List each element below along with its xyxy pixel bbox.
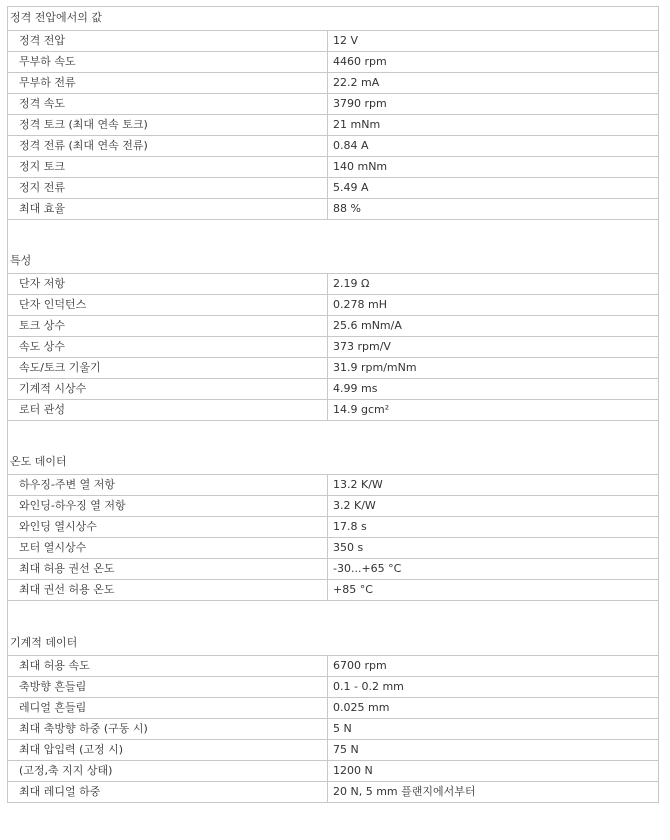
spec-name: 속도/토크 기울기 bbox=[7, 357, 328, 379]
table-row bbox=[7, 156, 659, 178]
spec-name: 토크 상수 bbox=[7, 315, 328, 337]
spec-name: 하우징-주변 열 저항 bbox=[7, 474, 328, 496]
section-title: 정격 전압에서의 값 bbox=[10, 11, 103, 24]
spec-name: 최대 허용 속도 bbox=[7, 655, 328, 677]
spec-name: 최대 압입력 (고정 시) bbox=[7, 739, 328, 761]
spec-name: 모터 열시상수 bbox=[7, 537, 328, 559]
table-row bbox=[7, 474, 659, 496]
spec-name: 최대 효율 bbox=[7, 198, 328, 220]
spec-value: 22.2 mA bbox=[327, 72, 659, 94]
spec-value: 6700 rpm bbox=[327, 655, 659, 677]
spec-value: 4.99 ms bbox=[327, 378, 659, 400]
spec-value: 2.19 Ω bbox=[327, 273, 659, 295]
spec-name: 최대 허용 권선 온도 bbox=[7, 558, 328, 580]
spec-name: 정격 토크 (최대 연속 토크) bbox=[7, 114, 328, 136]
spec-value: 373 rpm/V bbox=[327, 336, 659, 358]
section-header bbox=[7, 600, 659, 656]
spec-name: 축방향 흔들림 bbox=[7, 676, 328, 698]
spec-value: 14.9 gcm² bbox=[327, 399, 659, 421]
table-row bbox=[7, 655, 659, 677]
spec-value: 140 mNm bbox=[327, 156, 659, 178]
spec-name: 정지 전류 bbox=[7, 177, 328, 199]
spec-value: 0.1 - 0.2 mm bbox=[327, 676, 659, 698]
section-header bbox=[7, 420, 659, 475]
spec-value: +85 °C bbox=[327, 579, 659, 601]
section-header bbox=[7, 6, 659, 31]
spec-value: 1200 N bbox=[327, 760, 659, 782]
section-title: 온도 데이터 bbox=[10, 455, 67, 468]
spec-value: 0.025 mm bbox=[327, 697, 659, 719]
table-row bbox=[7, 177, 659, 199]
spec-name: 정격 전압 bbox=[7, 30, 328, 52]
table-row bbox=[7, 336, 659, 358]
spec-value: 17.8 s bbox=[327, 516, 659, 538]
table-row bbox=[7, 399, 659, 421]
spec-value: 4460 rpm bbox=[327, 51, 659, 73]
spec-name: 정격 전류 (최대 연속 전류) bbox=[7, 135, 328, 157]
spec-name: 최대 레디얼 하중 bbox=[7, 781, 328, 803]
spec-value: 3.2 K/W bbox=[327, 495, 659, 517]
spec-name: 기계적 시상수 bbox=[7, 378, 328, 400]
spec-value: 0.278 mH bbox=[327, 294, 659, 316]
spec-table bbox=[7, 6, 659, 802]
spec-name: 로터 관성 bbox=[7, 399, 328, 421]
table-row bbox=[7, 718, 659, 740]
table-row bbox=[7, 739, 659, 761]
spec-value: 350 s bbox=[327, 537, 659, 559]
spec-name: 속도 상수 bbox=[7, 336, 328, 358]
section-header bbox=[7, 219, 659, 274]
spec-value: 25.6 mNm/A bbox=[327, 315, 659, 337]
table-row bbox=[7, 51, 659, 73]
table-row bbox=[7, 676, 659, 698]
table-row bbox=[7, 781, 659, 803]
spec-name: 무부하 전류 bbox=[7, 72, 328, 94]
table-row bbox=[7, 135, 659, 157]
table-row bbox=[7, 315, 659, 337]
table-row bbox=[7, 114, 659, 136]
spec-value: 5 N bbox=[327, 718, 659, 740]
spec-value: 31.9 rpm/mNm bbox=[327, 357, 659, 379]
spec-value: 75 N bbox=[327, 739, 659, 761]
spec-value: 12 V bbox=[327, 30, 659, 52]
table-row bbox=[7, 579, 659, 601]
spec-value: 88 % bbox=[327, 198, 659, 220]
spec-value: 13.2 K/W bbox=[327, 474, 659, 496]
spec-value: 20 N, 5 mm 플랜지에서부터 bbox=[327, 781, 659, 803]
spec-value: -30...+65 °C bbox=[327, 558, 659, 580]
spec-value: 3790 rpm bbox=[327, 93, 659, 115]
spec-value: 21 mNm bbox=[327, 114, 659, 136]
table-row bbox=[7, 697, 659, 719]
table-row bbox=[7, 198, 659, 220]
spec-name: 단자 인덕턴스 bbox=[7, 294, 328, 316]
table-row bbox=[7, 357, 659, 379]
table-row bbox=[7, 378, 659, 400]
spec-name: 와인딩 열시상수 bbox=[7, 516, 328, 538]
spec-name: 정지 토크 bbox=[7, 156, 328, 178]
table-row bbox=[7, 537, 659, 559]
spec-name: 최대 축방향 하중 (구동 시) bbox=[7, 718, 328, 740]
table-row bbox=[7, 495, 659, 517]
spec-name: 와인딩-하우징 열 저항 bbox=[7, 495, 328, 517]
table-row bbox=[7, 558, 659, 580]
table-row bbox=[7, 294, 659, 316]
spec-name: 최대 권선 허용 온도 bbox=[7, 579, 328, 601]
spec-value: 5.49 A bbox=[327, 177, 659, 199]
table-row bbox=[7, 516, 659, 538]
table-row bbox=[7, 93, 659, 115]
spec-value: 0.84 A bbox=[327, 135, 659, 157]
section-title: 특성 bbox=[10, 254, 32, 267]
spec-name: 무부하 속도 bbox=[7, 51, 328, 73]
table-row bbox=[7, 72, 659, 94]
section-title: 기계적 데이터 bbox=[10, 636, 78, 649]
table-row bbox=[7, 760, 659, 782]
table-row bbox=[7, 30, 659, 52]
spec-name: 정격 속도 bbox=[7, 93, 328, 115]
table-row bbox=[7, 273, 659, 295]
spec-name: 레디얼 흔들림 bbox=[7, 697, 328, 719]
spec-name: 단자 저항 bbox=[7, 273, 328, 295]
spec-name: (고정,축 지지 상태) bbox=[7, 760, 328, 782]
